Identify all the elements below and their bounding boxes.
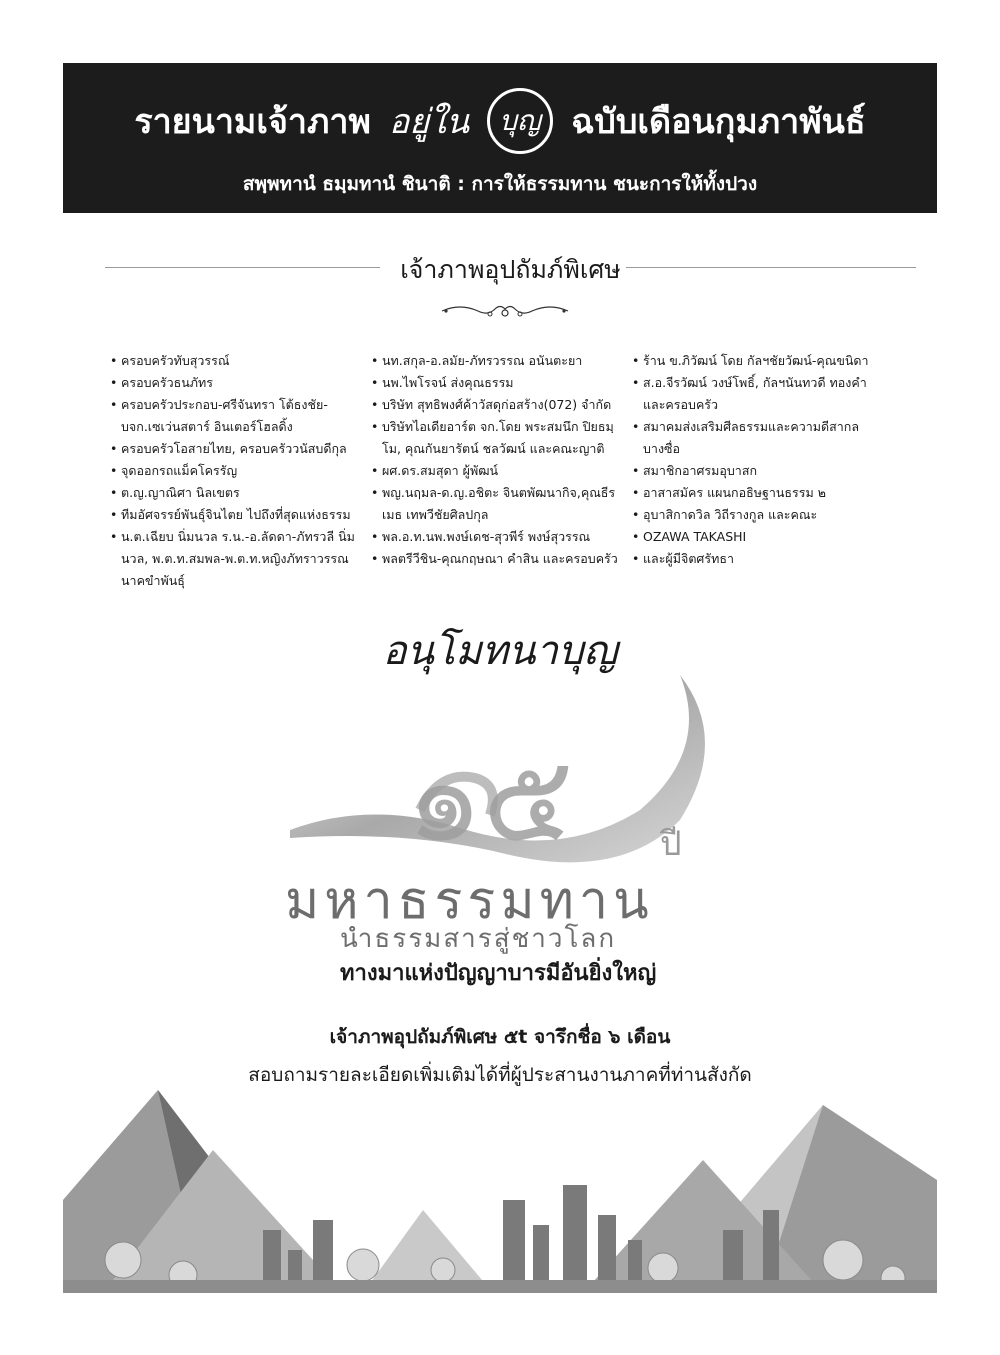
list-item: • ผศ.ดร.สมสุดา ผู้พัฒน์ [371,460,626,482]
list-item: • บริษัทไอเดียอาร์ต จก.โดย พระสมนึก ปิยธมฺโม, คุณกันยารัตน์ ชลวัฒน์ และคณะญาติ [371,416,626,460]
program-subtitle: นำธรรมสารสู่ชาวโลก [340,924,617,954]
list-item: • ร้าน ข.ภิวัฒน์ โดย กัลฯชัยวัฒน์-คุณขนิดา [632,350,892,372]
anumo-heading: อนุโมทนาบุญ [382,628,618,674]
list-item: • อุบาสิกาดวิล วิถีรางกูล และคณะ [632,504,892,526]
program-tagline: ทางมาแห่งปัญญาบารมีอันยิ่งใหญ่ [340,961,657,986]
header-banner [63,63,937,213]
banner-title-row [63,81,937,161]
list-item: • ทีมอัศจรรย์พันธุ์จินไตย ไปถึงที่สุดแห่งธรรม [110,504,360,526]
anniversary-emblem [260,660,740,880]
emblem-number: ๑๕ [406,730,574,869]
sponsor-note: เจ้าภาพอุปถัมภ์พิเศษ ๕t จารึกชื่อ ๖ เดือน [329,1026,671,1048]
list-item: • บริษัท สุทธิพงศ์ค้าวัสดุก่อสร้าง(072) จำกัด [371,394,626,416]
section-header [105,250,916,290]
donor-column-1 [110,350,360,592]
list-item: • น.ต.เฉียบ นิ่มนวล ร.น.-อ.ลัดดา-ภัทรวลี นิ่มนวล, พ.ต.ท.สมพล-พ.ต.ท.หญิงภัทราวรรณ นาคขำพันธุ์ [110,526,360,592]
list-item: • ส.อ.จีรวัฒน์ วงษ์โพธิ์, กัลฯนันทวดี ทองคำ และครอบครัว [632,372,892,416]
list-item: • OZAWA TAKASHI [632,526,892,548]
donor-column-3 [632,350,892,570]
list-item: • ครอบครัวประกอบ-ศรีจันทรา โต้ธงชัย-บจก.เซเว่นสตาร์ อินเตอร์โฮลดิ้ง [110,394,360,438]
donor-column-2 [371,350,626,570]
crystal-pyramid-scene [63,1090,937,1293]
list-item: • พญ.นฤมล-ด.ญ.อชิตะ จินตพัฒนากิจ,คุณธีรเมธ เทพวีชัยศิลปกุล [371,482,626,526]
list-item: • พลตรีวีชิน-คุณกฤษณา คำสิน และครอบครัว [371,548,626,570]
list-item: • ต.ญ.ญาณิศา นิลเขตร [110,482,360,504]
banner-title-right: ฉบับเดือนกุมภาพันธ์ [571,102,866,142]
list-item: • สมาคมส่งเสริมศีลธรรมและความดีสากล บางซื่อ [632,416,892,460]
list-item: • และผู้มีจิตศรัทธา [632,548,892,570]
section-title: เจ้าภาพอุปถัมภ์พิเศษ [400,255,621,284]
flourish-ornament-icon [440,300,570,322]
list-item: • จุดออกรถแม็คโครรัญ [110,460,360,482]
list-item: • ครอบครัวธนภัทร [110,372,360,394]
emblem-unit: ปี [660,824,682,864]
list-item: • สมาชิกอาศรมอุบาสก [632,460,892,482]
divider-right [626,267,916,268]
banner-title-left: รายนามเจ้าภาพ [134,102,371,142]
list-item: • นพ.ไพโรจน์ ส่งคุณธรรม [371,372,626,394]
contact-note: สอบถามรายละเอียดเพิ่มเติมได้ที่ผู้ประสานงานภาคที่ท่านสังกัด [248,1064,752,1086]
list-item: • ครอบครัวทับสุวรรณ์ [110,350,360,372]
logo-circle-text: บุญ [499,104,541,137]
list-item: • นท.สกุล-อ.ลมัย-ภัทรวรรณ อนันตะยา [371,350,626,372]
logo-circle [487,88,553,154]
logo-script-text: อยู่ใน [388,102,470,142]
list-item: • ครอบครัวโอสายไทย, ครอบครัววนัสบดีกุล [110,438,360,460]
banner-subtitle: สพฺพทานํ ธมฺมทานํ ชินาติ : การให้ธรรมทาน ชนะการให้ทั้งปวง [242,173,758,195]
list-item: • อาสาสมัคร แผนกอธิษฐานธรรม ๒ [632,482,892,504]
program-title: มหาธรรมทาน [285,871,654,931]
list-item: • พล.อ.ท.นพ.พงษ์เดช-สุวพีร์ พงษ์สุวรรณ [371,526,626,548]
